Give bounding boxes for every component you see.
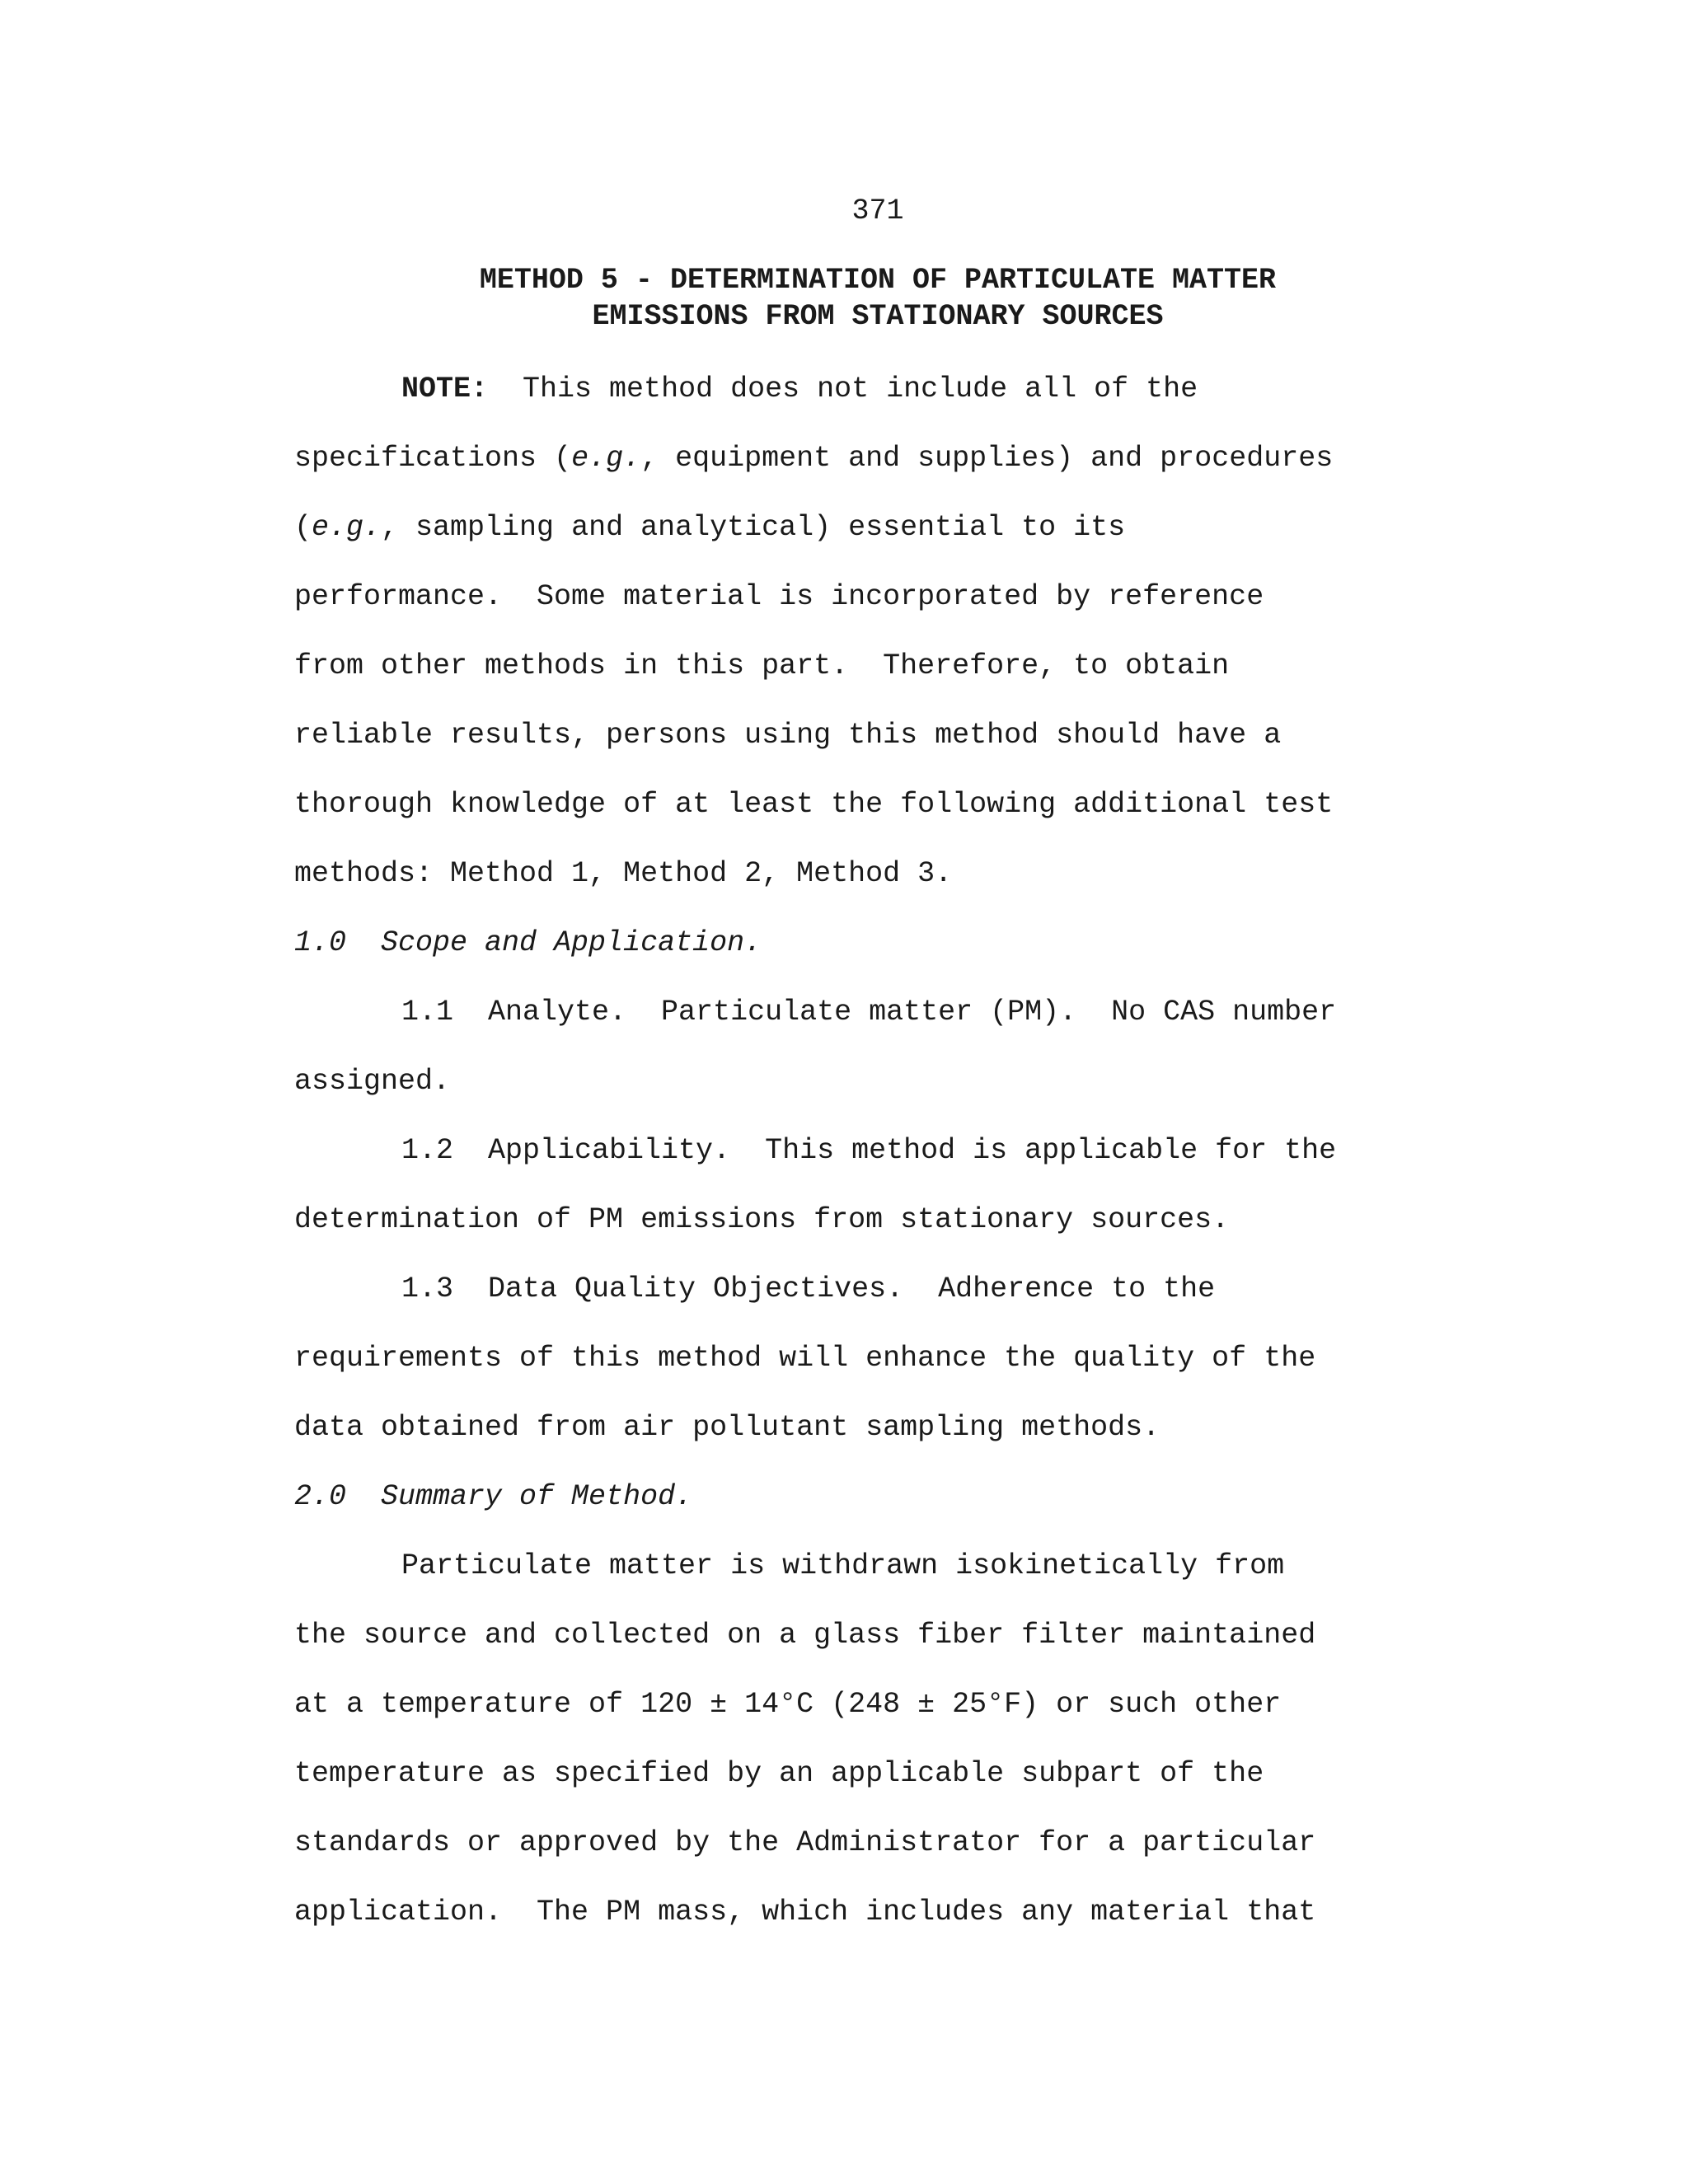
section-2-heading: 2.0 Summary of Method. — [294, 1480, 693, 1513]
note-line-3 — [294, 504, 1481, 574]
title-line-1: METHOD 5 - DETERMINATION OF PARTICULATE MATTER — [479, 264, 1277, 297]
applicability-line-1: 1.2 Applicability. This method is applicable for the — [401, 1134, 1337, 1167]
note-line-1 — [294, 366, 1481, 435]
analyte-line-2: assigned. — [294, 1065, 451, 1098]
note-line-5: from other methods in this part. Therefore, to obtain — [294, 649, 1230, 682]
analyte-line-1: 1.1 Analyte. Particulate matter (PM). No CAS number — [401, 996, 1337, 1029]
note-line-7: thorough knowledge of at least the following additional test — [294, 788, 1334, 821]
dqo-line-2: requirements of this method will enhance the quality of the — [294, 1342, 1316, 1375]
summary-line-5: standards or approved by the Administrator for a particular — [294, 1826, 1316, 1859]
note-line-4: performance. Some material is incorporated by reference — [294, 580, 1264, 613]
note-line-2-text-a: specifications ( — [294, 442, 572, 475]
note-label: NOTE: — [401, 373, 489, 405]
title-line-2: EMISSIONS FROM STATIONARY SOURCES — [592, 300, 1164, 333]
note-line-3-text-b: , sampling and analytical) essential to its — [381, 511, 1126, 544]
dqo-line-3: data obtained from air pollutant sampling methods. — [294, 1411, 1160, 1444]
section-1-heading: 1.0 Scope and Application. — [294, 926, 762, 959]
page-number: 371 — [851, 194, 904, 227]
summary-line-2: the source and collected on a glass fiber filter maintained — [294, 1619, 1316, 1652]
applicability-line-2: determination of PM emissions from stationary sources. — [294, 1203, 1230, 1236]
note-eg-italic: e.g. — [571, 442, 641, 475]
note-line-3-text-a: ( — [294, 511, 312, 544]
note-line-6: reliable results, persons using this method should have a — [294, 719, 1282, 752]
note-line-8: methods: Method 1, Method 2, Method 3. — [294, 857, 953, 890]
summary-line-3: at a temperature of 120 ± 14°C (248 ± 25°F) or such other — [294, 1688, 1282, 1721]
note-eg-italic: e.g. — [312, 511, 382, 544]
note-line-2 — [294, 435, 1481, 504]
document-body — [294, 366, 1481, 1958]
summary-line-1: Particulate matter is withdrawn isokinetically from — [401, 1549, 1285, 1582]
note-text: This method does not include all of the — [488, 373, 1198, 405]
note-line-2-text-b: , equipment and supplies) and procedures — [640, 442, 1334, 475]
summary-line-4: temperature as specified by an applicable subpart of the — [294, 1757, 1264, 1790]
summary-line-6: application. The PM mass, which includes any material that — [294, 1896, 1316, 1929]
document-title — [0, 262, 1688, 335]
dqo-line-1: 1.3 Data Quality Objectives. Adherence to the — [401, 1272, 1216, 1305]
